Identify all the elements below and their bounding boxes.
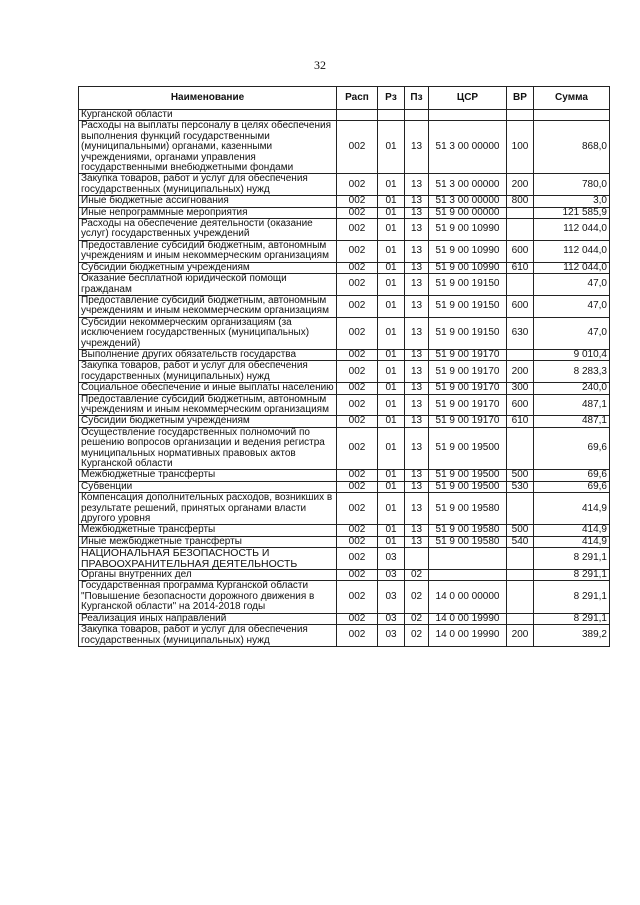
row-rz: 01 [378,274,405,296]
table-body [79,110,610,647]
row-csr: 51 9 00 19150 [429,274,507,296]
row-vr: 610 [507,416,534,427]
row-pz: 13 [405,207,429,218]
column-header-rz: Рз [378,87,405,110]
row-vr: 630 [507,317,534,349]
row-rz: 01 [378,361,405,383]
table-row [79,525,610,536]
row-pz: 13 [405,349,429,360]
row-vr [507,493,534,525]
table-row [79,383,610,394]
row-rz: 01 [378,219,405,241]
row-rz: 01 [378,493,405,525]
row-sum: 112 044,0 [534,262,610,273]
table-row [79,121,610,174]
row-vr [507,548,534,570]
row-csr: 51 3 00 00000 [429,121,507,174]
row-pz: 13 [405,536,429,547]
row-rz [378,110,405,121]
row-csr: 51 3 00 00000 [429,196,507,207]
table-row [79,470,610,481]
row-pz [405,110,429,121]
row-name: Межбюджетные трансферты [79,525,337,536]
row-csr [429,548,507,570]
row-rz: 01 [378,470,405,481]
row-sum: 414,9 [534,525,610,536]
row-vr: 500 [507,470,534,481]
row-pz: 13 [405,240,429,262]
row-rasp [337,110,378,121]
row-name: Оказание бесплатной юридической помощи гражданам [79,274,337,296]
row-sum: 47,0 [534,274,610,296]
row-rasp: 002 [337,394,378,416]
row-vr: 300 [507,383,534,394]
row-name: Иные непрограммные мероприятия [79,207,337,218]
row-rz: 03 [378,625,405,647]
row-rz: 01 [378,174,405,196]
row-pz: 13 [405,481,429,492]
row-rz: 01 [378,383,405,394]
row-name: Компенсация дополнительных расходов, возникших в результате решений, принятых органами власти другого уровня [79,493,337,525]
column-header-pz: Пз [405,87,429,110]
table-row [79,174,610,196]
row-rz: 01 [378,295,405,317]
row-pz: 02 [405,570,429,581]
row-csr: 51 9 00 10990 [429,219,507,241]
row-rz: 01 [378,525,405,536]
table-row [79,581,610,613]
row-name: Расходы на выплаты персоналу в целях обеспечения выполнения функций государственными (муниципальными) органами, казенными учреждениями, органами управления государственными внебюджетными фондами [79,121,337,174]
row-vr [507,219,534,241]
row-csr: 51 9 00 19500 [429,470,507,481]
row-pz: 13 [405,416,429,427]
row-sum: 69,6 [534,481,610,492]
row-rasp: 002 [337,274,378,296]
row-sum: 3,0 [534,196,610,207]
row-rasp: 002 [337,295,378,317]
page-number: 32 [314,58,326,72]
row-sum: 8 283,3 [534,361,610,383]
table-row [79,317,610,349]
row-pz: 02 [405,625,429,647]
table-row [79,361,610,383]
table-row [79,493,610,525]
column-header-rasp: Расп [337,87,378,110]
table-row [79,427,610,470]
row-csr: 51 9 00 19580 [429,493,507,525]
row-name: Осуществление государственных полномочий по решению вопросов организации и ведения регистра муниципальных нормативных правовых актов Курганской области [79,427,337,470]
row-pz: 13 [405,427,429,470]
row-csr: 51 9 00 19170 [429,349,507,360]
row-sum: 8 291,1 [534,548,610,570]
row-rasp: 002 [337,625,378,647]
row-vr: 600 [507,394,534,416]
row-sum: 389,2 [534,625,610,647]
row-sum: 69,6 [534,470,610,481]
row-pz [405,548,429,570]
row-pz: 13 [405,317,429,349]
row-csr: 51 3 00 00000 [429,174,507,196]
row-rasp: 002 [337,427,378,470]
row-pz: 13 [405,219,429,241]
row-rasp: 002 [337,525,378,536]
row-name: Расходы на обеспечение деятельности (оказание услуг) государственных учреждений [79,219,337,241]
row-sum: 8 291,1 [534,570,610,581]
row-name: Закупка товаров, работ и услуг для обеспечения государственных (муниципальных) нужд [79,174,337,196]
table-row [79,548,610,570]
row-rz: 01 [378,394,405,416]
row-pz: 13 [405,525,429,536]
row-vr [507,349,534,360]
row-name: Субсидии бюджетным учреждениям [79,262,337,273]
row-rasp: 002 [337,174,378,196]
row-csr: 51 9 00 19150 [429,295,507,317]
row-csr: 51 9 00 19170 [429,416,507,427]
row-csr: 14 0 00 19990 [429,613,507,624]
row-pz: 13 [405,274,429,296]
row-name: Субсидии некоммерческим организациям (за исключением государственных (муниципальных) учреждений) [79,317,337,349]
row-vr: 600 [507,240,534,262]
column-header-csr: ЦСР [429,87,507,110]
row-sum: 9 010,4 [534,349,610,360]
row-rasp: 002 [337,548,378,570]
row-vr [507,581,534,613]
row-name: Субсидии бюджетным учреждениям [79,416,337,427]
row-vr: 200 [507,361,534,383]
table-row [79,481,610,492]
row-pz: 13 [405,383,429,394]
table-row [79,274,610,296]
row-name: Субвенции [79,481,337,492]
row-rasp: 002 [337,536,378,547]
row-rasp: 002 [337,207,378,218]
row-csr [429,110,507,121]
row-rasp: 002 [337,219,378,241]
row-name: Органы внутренних дел [79,570,337,581]
row-csr: 51 9 00 19500 [429,481,507,492]
row-vr [507,274,534,296]
row-rz: 01 [378,416,405,427]
row-sum: 69,6 [534,427,610,470]
row-rasp: 002 [337,240,378,262]
row-vr: 200 [507,174,534,196]
row-rasp: 002 [337,613,378,624]
row-name: Закупка товаров, работ и услуг для обеспечения государственных (муниципальных) нужд [79,625,337,647]
row-rz: 01 [378,240,405,262]
row-rasp: 002 [337,317,378,349]
row-sum: 487,1 [534,416,610,427]
row-rasp: 002 [337,349,378,360]
row-rasp: 002 [337,470,378,481]
row-rz: 01 [378,196,405,207]
row-csr: 51 9 00 19500 [429,427,507,470]
table-header-row [79,87,610,110]
row-pz: 13 [405,361,429,383]
row-name: НАЦИОНАЛЬНАЯ БЕЗОПАСНОСТЬ И ПРАВООХРАНИТЕЛЬНАЯ ДЕЯТЕЛЬНОСТЬ [79,548,337,570]
table-row [79,416,610,427]
row-rasp: 002 [337,416,378,427]
row-csr: 51 9 00 19170 [429,394,507,416]
row-csr: 51 9 00 10990 [429,262,507,273]
row-rasp: 002 [337,570,378,581]
table-row [79,613,610,624]
row-csr: 14 0 00 00000 [429,581,507,613]
row-rz: 01 [378,481,405,492]
column-header-vr: ВР [507,87,534,110]
row-vr: 540 [507,536,534,547]
row-csr: 51 9 00 19170 [429,361,507,383]
row-sum: 8 291,1 [534,581,610,613]
row-rasp: 002 [337,262,378,273]
row-rasp: 002 [337,196,378,207]
row-name: Предоставление субсидий бюджетным, автономным учреждениям и иным некоммерческим организациям [79,295,337,317]
row-sum [534,110,610,121]
row-vr: 530 [507,481,534,492]
row-pz: 13 [405,196,429,207]
row-csr: 51 9 00 19580 [429,525,507,536]
row-pz: 13 [405,394,429,416]
table-row [79,196,610,207]
row-rz: 01 [378,207,405,218]
row-name: Закупка товаров, работ и услуг для обеспечения государственных (муниципальных) нужд [79,361,337,383]
table-row [79,219,610,241]
row-csr: 51 9 00 19170 [429,383,507,394]
row-rasp: 002 [337,581,378,613]
row-sum: 47,0 [534,295,610,317]
row-vr [507,427,534,470]
row-sum: 240,0 [534,383,610,394]
budget-table [78,86,610,647]
row-sum: 121 585,9 [534,207,610,218]
row-sum: 112 044,0 [534,240,610,262]
row-vr: 200 [507,625,534,647]
row-rz: 03 [378,548,405,570]
row-rz: 03 [378,613,405,624]
row-rasp: 002 [337,481,378,492]
row-pz: 13 [405,295,429,317]
row-rz: 03 [378,581,405,613]
table-row [79,295,610,317]
row-vr: 800 [507,196,534,207]
row-sum: 868,0 [534,121,610,174]
row-sum: 47,0 [534,317,610,349]
row-csr: 14 0 00 19990 [429,625,507,647]
row-rasp: 002 [337,493,378,525]
row-csr: 51 9 00 10990 [429,240,507,262]
table-row [79,207,610,218]
row-csr: 51 9 00 00000 [429,207,507,218]
row-name: Предоставление субсидий бюджетным, автономным учреждениям и иным некоммерческим организациям [79,394,337,416]
table-row [79,625,610,647]
row-name: Иные бюджетные ассигнования [79,196,337,207]
row-name: Социальное обеспечение и иные выплаты населению [79,383,337,394]
row-csr [429,570,507,581]
row-name: Курганской области [79,110,337,121]
row-pz: 13 [405,121,429,174]
table-row [79,536,610,547]
row-rz: 01 [378,349,405,360]
row-vr: 610 [507,262,534,273]
table-row [79,394,610,416]
row-rz: 01 [378,536,405,547]
row-sum: 414,9 [534,536,610,547]
row-sum: 487,1 [534,394,610,416]
row-vr [507,613,534,624]
row-name: Предоставление субсидий бюджетным, автономным учреждениям и иным некоммерческим организациям [79,240,337,262]
column-header-sum: Сумма [534,87,610,110]
row-pz: 02 [405,581,429,613]
row-rz: 03 [378,570,405,581]
row-rz: 01 [378,121,405,174]
row-name: Реализация иных направлений [79,613,337,624]
row-rz: 01 [378,262,405,273]
row-pz: 02 [405,613,429,624]
row-pz: 13 [405,262,429,273]
row-vr: 500 [507,525,534,536]
column-header-name: Наименование [79,87,337,110]
row-sum: 8 291,1 [534,613,610,624]
row-rasp: 002 [337,383,378,394]
row-name: Выполнение других обязательств государства [79,349,337,360]
row-rz: 01 [378,427,405,470]
row-sum: 780,0 [534,174,610,196]
row-csr: 51 9 00 19150 [429,317,507,349]
row-sum: 112 044,0 [534,219,610,241]
row-vr [507,570,534,581]
table-row [79,240,610,262]
row-rasp: 002 [337,361,378,383]
row-vr: 600 [507,295,534,317]
row-sum: 414,9 [534,493,610,525]
row-name: Иные межбюджетные трансферты [79,536,337,547]
row-vr [507,207,534,218]
row-pz: 13 [405,470,429,481]
row-name: Государственная программа Курганской области "Повышение безопасности дорожного движения в Курганской области" на 2014-2018 годы [79,581,337,613]
row-rasp: 002 [337,121,378,174]
row-vr [507,110,534,121]
row-csr: 51 9 00 19580 [429,536,507,547]
row-pz: 13 [405,493,429,525]
table-row [79,262,610,273]
row-pz: 13 [405,174,429,196]
row-name: Межбюджетные трансферты [79,470,337,481]
row-vr: 100 [507,121,534,174]
row-rz: 01 [378,317,405,349]
